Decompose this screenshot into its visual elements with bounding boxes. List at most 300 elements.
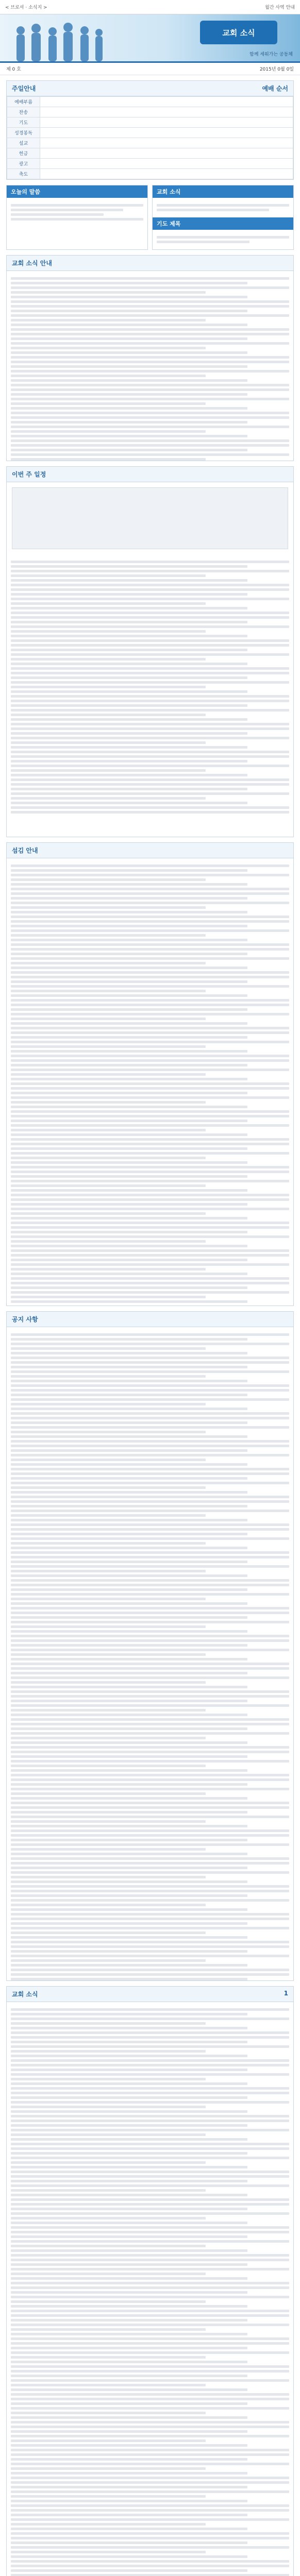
worship-row: [7, 97, 293, 107]
text-line: [11, 2171, 289, 2173]
text-line: [11, 1709, 206, 1711]
text-line: [11, 1658, 247, 1660]
text-line: [11, 962, 206, 964]
text-line: [11, 953, 247, 955]
text-line: [11, 2263, 247, 2266]
people-silhouette-icon: [9, 20, 107, 61]
text-line: [11, 1491, 247, 1494]
text-line: [11, 1059, 289, 1062]
text-line: [11, 2254, 289, 2257]
text-line: [11, 1904, 206, 1906]
worship-header: [7, 81, 293, 96]
text-line: [11, 1268, 206, 1270]
text-line: [11, 277, 289, 280]
text-line: [11, 727, 289, 730]
worship-row-value: [40, 117, 293, 128]
worship-row-value: [40, 159, 293, 169]
text-line: [11, 1616, 247, 1619]
text-line: [11, 2050, 206, 2053]
text-line: [11, 760, 247, 762]
text-line: [11, 653, 289, 656]
text-line: [11, 2212, 289, 2215]
serve-header: [7, 843, 293, 858]
text-line: [11, 985, 289, 988]
text-line: [11, 1862, 289, 1865]
text-line: [11, 1087, 289, 1090]
text-line: [11, 1496, 289, 1498]
text-line: [11, 2296, 289, 2298]
serve-section: [6, 842, 294, 1306]
text-line: [11, 2412, 206, 2414]
text-line: [11, 994, 247, 997]
text-line: [11, 925, 247, 927]
text-line: [11, 741, 206, 744]
text-line: [11, 1848, 206, 1851]
text-line: [11, 1203, 247, 1206]
text-line: [11, 1778, 289, 1781]
text-line: [11, 2115, 289, 2117]
text-line: [11, 990, 206, 992]
text-line: [11, 612, 289, 614]
text-line: [11, 976, 289, 978]
text-line: [11, 1249, 289, 1252]
text-line: [11, 1412, 289, 1415]
text-line: [11, 2291, 247, 2294]
text-line: [11, 2370, 289, 2372]
text-line: [11, 1440, 289, 1443]
text-line: [11, 1816, 289, 1818]
text-line: [11, 296, 247, 298]
text-line: [11, 1857, 289, 1860]
text-line: [11, 1240, 206, 1243]
text-line: [11, 2356, 206, 2359]
text-line: [11, 393, 247, 396]
text-line: [11, 2504, 289, 2507]
text-line: [11, 2101, 289, 2104]
text-line: [11, 1718, 289, 1721]
text-line: [11, 286, 289, 289]
text-line: [11, 2226, 289, 2229]
text-line: [11, 1282, 289, 1284]
text-line: [11, 1927, 289, 1929]
text-line: [11, 723, 289, 725]
text-line: [11, 1681, 206, 1684]
text-line: [11, 2537, 289, 2539]
text-line: [11, 714, 206, 716]
text-line: [11, 732, 247, 735]
text-line: [11, 1913, 289, 1916]
text-line: [11, 2078, 206, 2080]
text-line: [11, 1129, 206, 1131]
text-line: [11, 2467, 206, 2470]
text-line: [11, 1045, 206, 1048]
text-line: [11, 2064, 289, 2066]
text-line: [11, 342, 289, 345]
text-line: [11, 980, 247, 983]
text-line: [11, 579, 247, 582]
text-line: [11, 1171, 289, 1173]
worship-row-label: 예배부름: [7, 97, 40, 107]
word-title: 오늘의 말씀: [7, 185, 147, 198]
text-line: [11, 1690, 289, 1693]
text-line: [11, 1147, 247, 1150]
text-line: [11, 644, 289, 647]
text-line: [11, 1797, 247, 1800]
worship-table: [7, 96, 293, 179]
text-line: [11, 737, 289, 739]
text-line: [11, 774, 247, 776]
article-title: 교회 소식: [12, 1991, 38, 1998]
text-line: [11, 1036, 247, 1039]
text-line: [11, 1380, 247, 1382]
text-line: [11, 2416, 247, 2419]
text-line: [11, 1528, 289, 1531]
text-line: [11, 2008, 289, 2011]
text-line: [11, 2402, 247, 2405]
text-line: [11, 1588, 247, 1591]
text-line: [11, 2555, 247, 2558]
schedule-image: [12, 487, 288, 549]
text-line: [11, 2055, 247, 2057]
text-line: [11, 1899, 289, 1902]
text-line: [11, 1700, 247, 1702]
text-line: [11, 2082, 247, 2085]
text-line: [11, 888, 289, 890]
text-line: [11, 426, 289, 428]
text-line: [11, 883, 247, 886]
text-line: [11, 1542, 206, 1545]
text-line: [11, 2208, 247, 2210]
text-line: [11, 2430, 247, 2433]
text-line: [11, 2444, 247, 2447]
text-line: [11, 897, 247, 900]
worship-row: [7, 138, 293, 148]
text-line: [11, 2249, 247, 2252]
text-line: [11, 2143, 289, 2145]
text-line: [11, 2551, 206, 2553]
text-line: [11, 1667, 289, 1670]
text-line: [11, 999, 289, 1002]
text-line: [11, 1212, 206, 1215]
text-line: [11, 2240, 289, 2243]
text-line: [11, 957, 289, 960]
text-line: [11, 1959, 206, 1962]
text-line: [11, 1978, 247, 1980]
text-line: [11, 1078, 247, 1080]
text-line: [11, 384, 289, 386]
text-line: [11, 1008, 247, 1011]
article-header: [7, 1987, 293, 2002]
text-line: [11, 1820, 206, 1823]
text-line: [11, 1013, 289, 1015]
text-line: [11, 2541, 247, 2544]
text-line: [11, 1741, 247, 1744]
text-line: [11, 1867, 247, 1869]
text-line: [11, 2532, 289, 2535]
text-line: [11, 1843, 289, 1846]
notice-section: [6, 1311, 294, 1981]
text-line: [11, 1565, 289, 1568]
text-line: [11, 588, 289, 591]
text-line: [11, 2426, 289, 2428]
text-line: [11, 1259, 247, 1261]
brand-logo: 교회 소식: [200, 21, 277, 44]
worship-row-value: [40, 148, 293, 159]
text-line: [11, 453, 289, 456]
notice-title: 공지 사항: [12, 1316, 38, 1323]
text-line: [11, 1663, 289, 1665]
text-line: [11, 769, 206, 772]
text-line: [11, 2453, 289, 2456]
text-line: [11, 1890, 289, 1892]
text-line: [11, 2523, 206, 2526]
text-line: [11, 1644, 247, 1647]
text-line: [11, 1138, 289, 1141]
worship-row-label: 광고: [7, 159, 40, 169]
text-line: [11, 765, 289, 767]
text-line: [11, 1198, 289, 1201]
text-line: [11, 1472, 289, 1475]
text-line: [11, 663, 247, 665]
text-line: [11, 1894, 247, 1897]
announce-row: [6, 185, 294, 250]
text-line: [11, 1120, 247, 1122]
text-line: [11, 1593, 289, 1596]
text-line: [11, 1277, 289, 1280]
text-line: [11, 2375, 247, 2377]
text-line: [11, 1727, 247, 1730]
text-line: [11, 718, 247, 721]
text-line: [11, 788, 247, 790]
text-line: [11, 1245, 247, 1247]
worship-row-label: 헌금: [7, 148, 40, 159]
schedule-header: [7, 467, 293, 482]
text-line: [11, 667, 289, 670]
text-line: [11, 1639, 289, 1642]
schedule-title: 이번 주 일정: [12, 471, 46, 478]
text-line: [11, 2481, 289, 2484]
text-line: [11, 449, 247, 451]
text-line: [11, 1175, 247, 1178]
worship-row: [7, 159, 293, 169]
worship-row-label: 설교: [7, 138, 40, 148]
text-line: [11, 2574, 289, 2576]
text-line: [11, 920, 289, 923]
text-line: [11, 755, 289, 758]
text-line: [11, 2365, 289, 2368]
text-line: [11, 2305, 247, 2308]
text-line: [11, 1936, 247, 1939]
text-line: [11, 902, 289, 904]
tagline: 함께 세워가는 공동체: [249, 52, 293, 57]
worship-row-value: [40, 138, 293, 148]
text-line: [11, 1194, 289, 1196]
text-line: [11, 672, 289, 674]
text-line: [11, 1969, 289, 1971]
text-line: [11, 1547, 247, 1549]
issue-meta: [0, 63, 300, 75]
text-line: [11, 1755, 247, 1758]
text-line: [11, 2347, 247, 2349]
text-line: [11, 2560, 289, 2563]
text-line: [11, 458, 206, 461]
text-line: [11, 2133, 206, 2136]
text-line: [11, 630, 206, 633]
text-line: [11, 1686, 247, 1688]
text-line: [11, 690, 247, 693]
text-line: [11, 1519, 247, 1521]
text-line: [11, 2277, 247, 2280]
text-line: [11, 1184, 206, 1187]
text-line: [11, 1533, 247, 1535]
text-line: [11, 416, 289, 419]
text-line: [11, 971, 289, 974]
text-line: [11, 967, 247, 969]
text-line: [11, 1853, 247, 1855]
text-line: [11, 1031, 289, 1034]
text-line: [11, 328, 289, 331]
text-line: [11, 2282, 289, 2284]
text-line: [11, 574, 206, 577]
text-line: [11, 370, 289, 372]
text-line: [11, 1551, 289, 1554]
issue-number: 제 0 호: [6, 67, 21, 72]
text-line: [11, 347, 206, 349]
text-line: [11, 2259, 289, 2261]
text-line: [11, 1477, 247, 1480]
text-line: [11, 2379, 289, 2382]
text-line: [11, 565, 247, 568]
text-line: [11, 2092, 289, 2094]
text-line: [11, 2361, 247, 2363]
text-line: [11, 2087, 289, 2090]
text-line: [11, 1918, 289, 1920]
text-line: [11, 1027, 289, 1029]
text-line: [11, 2027, 247, 2029]
text-line: [11, 1704, 289, 1707]
text-line: [11, 625, 289, 628]
text-line: [11, 1672, 247, 1674]
text-line: [11, 2138, 247, 2141]
text-line: [11, 1570, 206, 1572]
text-line: [11, 783, 289, 786]
text-line: [11, 1505, 247, 1507]
text-line: [11, 1751, 289, 1753]
text-line: [11, 658, 206, 660]
text-line: [11, 2463, 289, 2465]
word-box: [6, 185, 148, 250]
text-line: [11, 676, 247, 679]
text-line: [11, 305, 289, 308]
text-line: [11, 2231, 289, 2233]
text-line: [11, 635, 247, 637]
text-line: [11, 1454, 289, 1456]
text-line: [11, 939, 247, 941]
text-line: [11, 379, 247, 382]
text-line: [11, 398, 289, 400]
text-line: [11, 1403, 206, 1405]
news-title: 교회 소식: [153, 185, 293, 198]
text-line: [11, 2351, 289, 2354]
text-line: [11, 2528, 247, 2530]
text-line: [11, 1607, 289, 1609]
text-line: [11, 2565, 289, 2567]
text-line: [11, 695, 289, 698]
text-line: [11, 1811, 247, 1814]
text-line: [11, 1653, 206, 1656]
text-line: [11, 1166, 289, 1168]
text-line: [11, 1347, 206, 1350]
text-line: [11, 1556, 289, 1558]
text-line: [11, 1635, 289, 1637]
text-line: [11, 865, 289, 867]
news-section-title: 교회 소식 안내: [12, 260, 52, 267]
text-line: [11, 906, 206, 909]
worship-row: [7, 128, 293, 138]
text-line: [11, 1876, 206, 1878]
text-line: [11, 2018, 289, 2020]
text-line: [11, 1880, 247, 1883]
prayer-title: 기도 제목: [153, 217, 293, 230]
text-line: [11, 1765, 206, 1767]
text-line: [11, 2421, 289, 2424]
text-line: [11, 1161, 247, 1164]
text-line: [11, 1723, 289, 1725]
text-line: [11, 2333, 247, 2335]
text-line: [11, 2486, 247, 2488]
text-line: [11, 2235, 247, 2238]
text-line: [11, 607, 247, 609]
text-line: [11, 1561, 247, 1563]
text-line: [11, 1055, 289, 1057]
text-line: [11, 1695, 289, 1698]
text-line: [11, 2268, 289, 2270]
text-line: [11, 792, 289, 795]
text-line: [11, 1468, 289, 1470]
text-line: [11, 1296, 206, 1298]
text-line: [11, 412, 289, 414]
text-line: [11, 1064, 247, 1066]
text-line: [11, 2300, 206, 2303]
text-line: [11, 2161, 206, 2164]
text-line: [11, 616, 289, 619]
text-line: [11, 1133, 247, 1136]
text-line: [11, 1152, 289, 1155]
text-line: [11, 1941, 289, 1943]
worship-row-value: [40, 169, 293, 179]
text-line: [11, 300, 289, 303]
text-line: [11, 291, 206, 294]
text-line: [11, 2458, 247, 2461]
text-line: [11, 2129, 289, 2131]
text-line: [11, 751, 289, 753]
text-line: [11, 1482, 289, 1484]
text-line: [11, 778, 289, 781]
text-line: [11, 2059, 289, 2062]
text-line: [11, 2147, 289, 2150]
text-line: [11, 1676, 289, 1679]
text-line: [11, 1500, 289, 1503]
text-line: [11, 1389, 289, 1392]
text-line: [11, 1579, 289, 1582]
text-line: [11, 1621, 289, 1623]
text-line: [11, 1408, 247, 1410]
text-line: [11, 916, 289, 918]
text-line: [11, 1950, 247, 1953]
worship-section: [6, 80, 294, 180]
text-line: [11, 2388, 247, 2391]
text-line: [11, 2439, 206, 2442]
